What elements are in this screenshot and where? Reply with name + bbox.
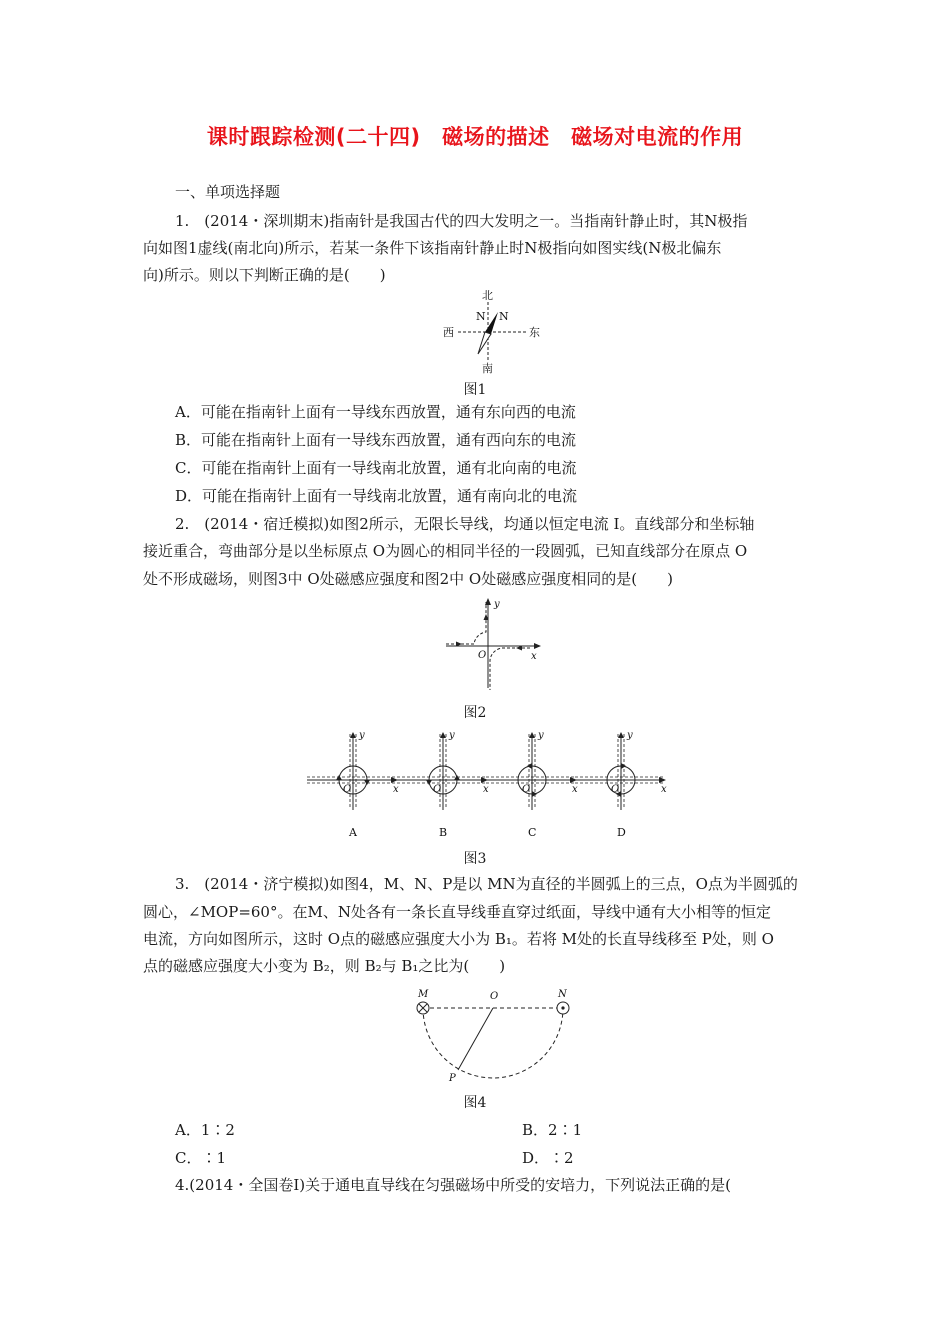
page-title: 课时跟踪检测(二十四) 磁场的描述 磁场对电流的作用	[206, 125, 744, 149]
q1-text-line-3: 向)所示。则以下判断正确的是( )	[143, 266, 386, 284]
q3-text-line-4: 点的磁感应强度大小变为 B₂，则 B₂与 B₁之比为( )	[143, 957, 506, 975]
svg-text:x: x	[661, 784, 667, 795]
fig2-origin-label: O	[478, 650, 487, 661]
fig2-x-label: x	[531, 651, 537, 662]
fig3-label-d: D	[617, 826, 626, 839]
q1-option-a: A．可能在指南针上面有一导线东西放置，通有东向西的电流	[175, 403, 576, 421]
q2-text-line-3: 处不形成磁场，则图3中 O处磁感应强度和图2中 O处磁感应强度相同的是( )	[143, 570, 673, 588]
figure-3-options	[300, 728, 667, 843]
q1-text-line-1: 1. (2014・深圳期末)指南针是我国古代的四大发明之一。当指南针静止时，其N极指	[175, 212, 748, 230]
q2-text-line-1: 2. (2014・宿迁模拟)如图2所示，无限长导线，均通以恒定电流 I。直线部分和坐标轴	[175, 515, 755, 533]
fig1-south-label: 南	[482, 362, 493, 375]
fig3-option-d	[575, 730, 667, 810]
svg-text:O: O	[522, 784, 531, 795]
figure-4-caption: 图4	[463, 1095, 487, 1111]
q1-option-c: C．可能在指南针上面有一导线南北放置，通有北向南的电流	[175, 459, 577, 477]
figure-2-caption: 图2	[463, 705, 487, 721]
q3-option-c: C．∶1	[175, 1149, 227, 1167]
fig4-m-label: M	[418, 989, 429, 1000]
figure-1-caption: 图1	[463, 382, 487, 398]
fig1-west-label: 西	[443, 326, 454, 339]
fig2-y-label: y	[494, 599, 500, 610]
fig3-option-c	[486, 730, 578, 810]
q1-option-b: B．可能在指南针上面有一导线东西放置，通有西向东的电流	[175, 431, 577, 449]
fig1-n-dashed-label: N	[476, 310, 486, 323]
svg-text:x: x	[393, 784, 399, 795]
fig4-p-label: P	[449, 1073, 456, 1084]
fig3-option-b	[397, 730, 489, 810]
q3-text-line-2: 圆心，∠MOP=60°。在M、N处各有一条长直导线垂直穿过纸面，导线中通有大小相等的恒定	[143, 903, 771, 921]
svg-text:O: O	[611, 784, 620, 795]
q1-option-d: D．可能在指南针上面有一导线南北放置，通有南向北的电流	[175, 487, 578, 505]
fig1-east-label: 东	[529, 326, 540, 339]
fig3-label-b: B	[439, 826, 448, 839]
fig1-n-solid-label: N	[499, 310, 509, 323]
fig3-option-a	[307, 730, 399, 810]
q3-option-b: B．2∶1	[522, 1121, 583, 1139]
fig3-label-a: A	[349, 826, 357, 839]
q4-text-line-1: 4.(2014・全国卷Ⅰ)关于通电直导线在匀强磁场中所受的安培力，下列说法正确的是(	[175, 1176, 731, 1194]
svg-text:O: O	[343, 784, 352, 795]
q2-text-line-2: 接近重合，弯曲部分是以坐标原点 O为圆心的相同半径的一段圆弧，已知直线部分在原点 O	[143, 542, 748, 560]
svg-text:O: O	[433, 784, 442, 795]
svg-text:y: y	[627, 730, 633, 741]
fig4-o-label: O	[490, 991, 499, 1002]
q1-text-line-2: 向如图1虚线(南北向)所示，若某一条件下该指南针静止时N极指向如图实线(N极北偏东	[143, 239, 722, 257]
q3-option-a: A．1∶2	[175, 1121, 235, 1139]
svg-text:y: y	[538, 730, 544, 741]
svg-text:y: y	[359, 730, 365, 741]
section-heading: 一、单项选择题	[175, 183, 281, 201]
fig1-north-label: 北	[482, 289, 493, 302]
q3-text-line-3: 电流，方向如图所示，这时 O点的磁感应强度大小为 B₁。若将 M处的长直导线移至 P处，则 O	[143, 930, 774, 948]
figure-3-caption: 图3	[463, 851, 487, 867]
svg-text:x: x	[483, 784, 489, 795]
figure-1-compass	[430, 290, 550, 375]
svg-text:x: x	[572, 784, 578, 795]
fig3-label-c: C	[528, 826, 537, 839]
figure-4-semicircle	[405, 985, 585, 1100]
fig4-n-label: N	[558, 989, 567, 1000]
q3-text-line-1: 3. (2014・济宁模拟)如图4，M、N、P是以 MN为直径的半圆弧上的三点，O点为半圆弧的	[175, 875, 798, 893]
q3-option-d: D．∶2	[522, 1149, 574, 1167]
svg-text:y: y	[449, 730, 455, 741]
figure-2-wire-diagram	[440, 596, 550, 696]
